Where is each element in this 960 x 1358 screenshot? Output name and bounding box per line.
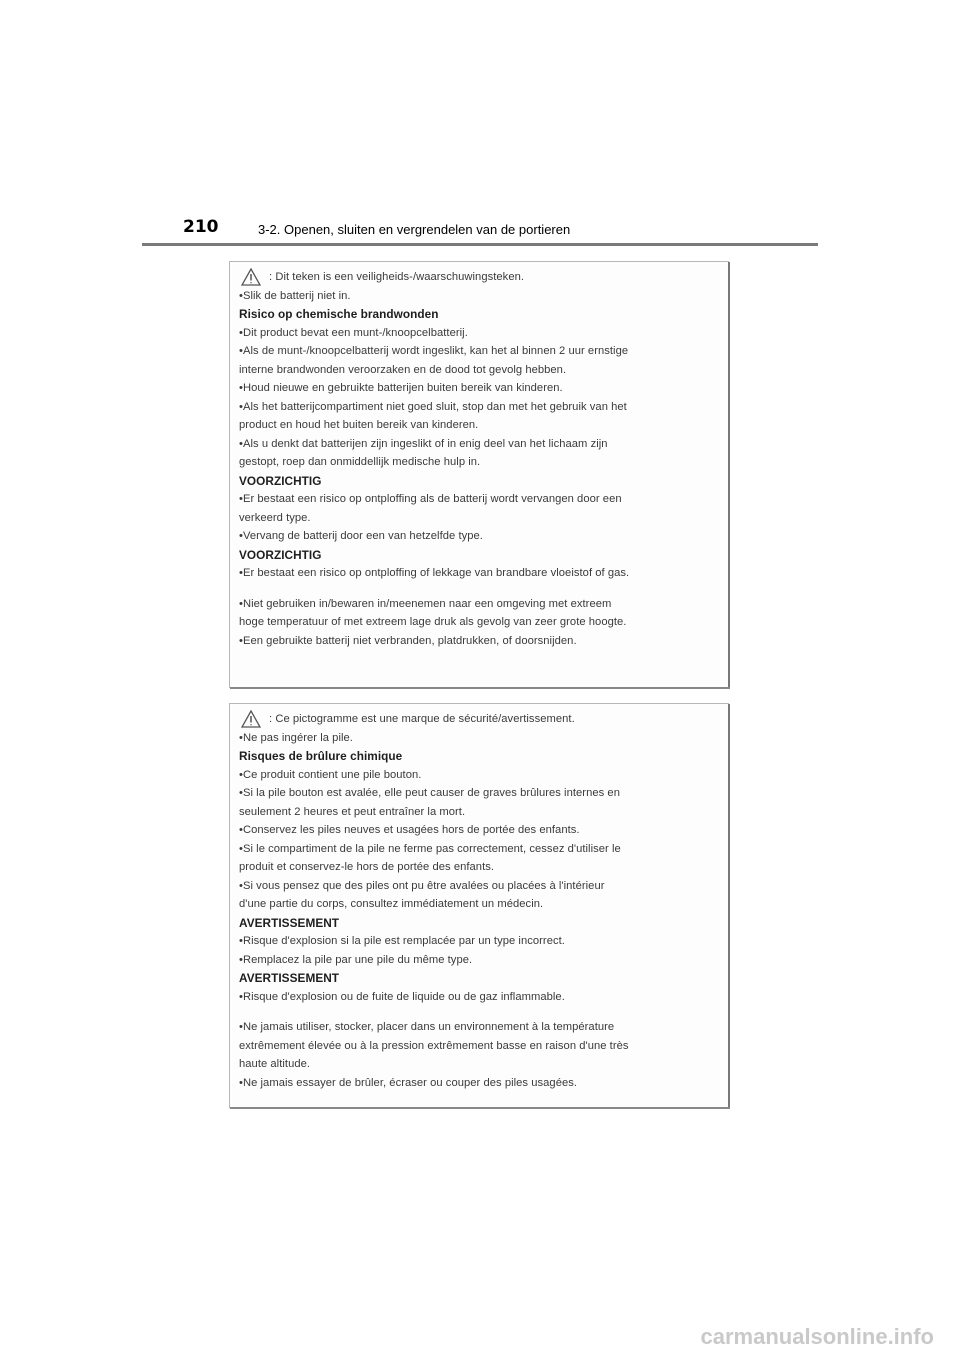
warning-statement-text: : Ce pictogramme est une marque de sécurité/avertissement. xyxy=(269,713,575,725)
label-text-line: •Risque d'explosion si la pile est remplacée par un type incorrect. xyxy=(239,935,565,947)
label-text-line: haute altitude. xyxy=(239,1058,311,1070)
label-text-line: hoge temperatuur of met extreem lage druk als gevolg van zeer grote hoogte. xyxy=(239,616,627,628)
label-text-line: •Vervang de batterij door een van hetzelfde type. xyxy=(239,530,483,542)
warning-statement-text: : Dit teken is een veiligheids-/waarschuwingsteken. xyxy=(269,271,525,283)
label-text-line: •Er bestaat een risico op ontploffing als de batterij wordt vervangen door een xyxy=(239,493,622,505)
warning-statement xyxy=(239,268,728,287)
label-text-line: •Remplacez la pile par une pile du même type. xyxy=(239,953,473,966)
box-edge-right xyxy=(728,262,730,687)
warning-triangle-icon xyxy=(241,710,261,728)
label-box-dutch xyxy=(229,261,729,688)
label-text-line: interne brandwonden veroorzaken en de dood tot gevolg hebben. xyxy=(239,363,567,376)
label-text-line: •Slik de batterij niet in. xyxy=(239,289,351,302)
warning-triangle-icon xyxy=(241,268,261,286)
warning-statement xyxy=(239,710,728,729)
label-text-line: produit et conservez-le hors de portée des enfants. xyxy=(239,861,495,873)
box-edge-bottom xyxy=(230,687,730,689)
label-text-line: d'une partie du corps, consultez immédiatement un médecin. xyxy=(239,898,544,910)
label-text-line: •Als het batterijcompartiment niet goed sluit, stop dan met het gebruik van het xyxy=(239,400,627,413)
label-text-line: •Een gebruikte batterij niet verbranden, platdrukken, of doorsnijden. xyxy=(239,634,577,647)
label-text-line: •Si vous pensez que des piles ont pu être avalées ou placées à l'intérieur xyxy=(239,879,605,892)
label-text-line: •Niet gebruiken in/bewaren in/meenemen naar een omgeving met extreem xyxy=(239,597,612,610)
label-text-line: •Ne pas ingérer la pile. xyxy=(239,731,353,744)
label-heading: VOORZICHTIG xyxy=(239,473,322,488)
label-text-line: •Ce produit contient une pile bouton. xyxy=(239,768,422,781)
label-text-line: •Als de munt-/knoopcelbatterij wordt ingeslikt, kan het al binnen 2 uur ernstige xyxy=(239,345,629,357)
label-text-line: seulement 2 heures et peut entraîner la mort. xyxy=(239,805,466,818)
label-heading: AVERTISSEMENT xyxy=(239,915,340,930)
watermark: carmanualsonline.info xyxy=(700,1324,934,1349)
label-heading: Risques de brûlure chimique xyxy=(239,749,403,763)
label-heading: Risico op chemische brandwonden xyxy=(239,307,439,321)
label-text-line: product en houd het buiten bereik van kinderen. xyxy=(239,419,479,431)
label-text-line: •Als u denkt dat batterijen zijn ingeslikt of in enig deel van het lichaam zijn xyxy=(239,437,608,450)
label-text-line: •Houd nieuwe en gebruikte batterijen buiten bereik van kinderen. xyxy=(239,382,563,394)
label-text-line: verkeerd type. xyxy=(239,511,311,524)
label-text-line: •Ne jamais essayer de brûler, écraser ou couper des piles usagées. xyxy=(239,1076,578,1089)
label-text-line: extrêmement élevée ou à la pression extrêmement basse en raison d'une très xyxy=(239,1039,629,1052)
label-text-line: •Ne jamais utiliser, stocker, placer dans un environnement à la température xyxy=(239,1021,615,1033)
label-text-line: •Risque d'explosion ou de fuite de liquide ou de gaz inflammable. xyxy=(239,990,565,1003)
label-text-line: •Si le compartiment de la pile ne ferme pas correctement, cessez d'utiliser le xyxy=(239,842,621,855)
label-heading: AVERTISSEMENT xyxy=(239,971,340,985)
blank-line xyxy=(239,1006,728,1018)
box-edge-right xyxy=(728,704,730,1107)
label-text-line: gestopt, roep dan onmiddellijk medische hulp in. xyxy=(239,456,481,468)
header-rule xyxy=(142,243,818,246)
section-title: 3-2. Openen, sluiten en vergrendelen van de portieren xyxy=(258,222,571,237)
blank-line xyxy=(239,583,728,595)
label-text-line: •Conservez les piles neuves et usagées hors de portée des enfants. xyxy=(239,824,580,836)
label-box-french xyxy=(229,703,729,1108)
label-heading: VOORZICHTIG xyxy=(239,547,322,562)
box-edge-bottom xyxy=(230,1107,730,1109)
page-number: 210 xyxy=(183,217,219,237)
label-text-line: •Er bestaat een risico op ontploffing of lekkage van brandbare vloeistof of gas. xyxy=(239,567,630,579)
label-text-line: •Dit product bevat een munt-/knoopcelbatterij. xyxy=(239,326,468,339)
label-text-line: •Si la pile bouton est avalée, elle peut causer de graves brûlures internes en xyxy=(239,787,620,799)
